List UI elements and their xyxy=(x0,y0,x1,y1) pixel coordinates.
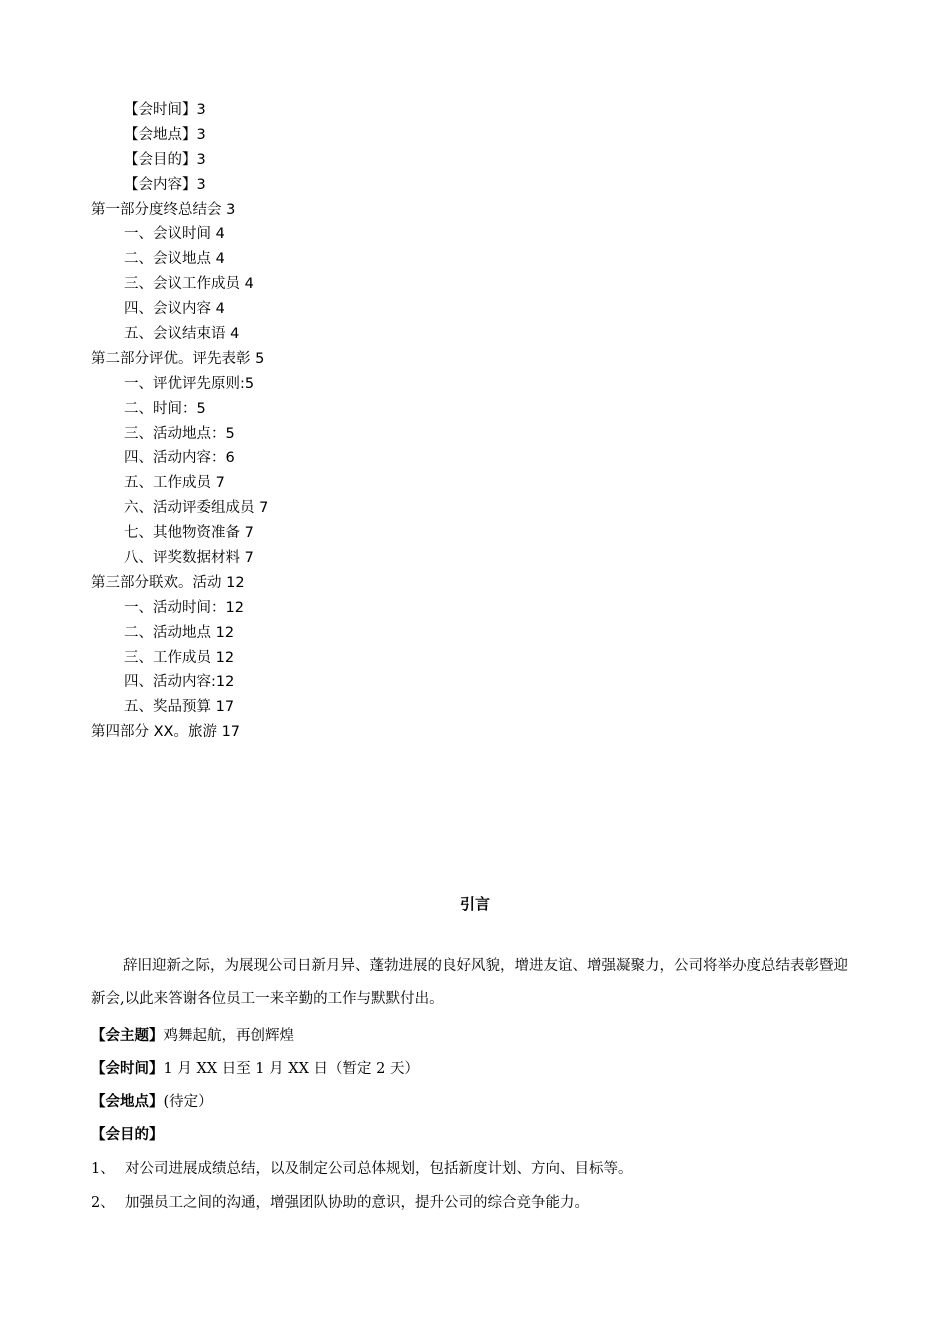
list-number: 1、 xyxy=(91,1161,115,1177)
toc-entry[interactable]: 五、奖品预算 17 xyxy=(124,699,235,716)
meeting-place-label: 【会地点】 xyxy=(91,1094,164,1110)
toc-entry[interactable]: 二、会议地点 4 xyxy=(124,251,225,268)
purpose-list-item xyxy=(91,1193,861,1213)
toc-entry[interactable]: 八、评奖数据材料 7 xyxy=(124,550,254,567)
toc-entry[interactable]: 一、会议时间 4 xyxy=(124,226,225,243)
toc-entry[interactable]: 【会地点】3 xyxy=(124,126,206,143)
toc-entry[interactable]: 六、活动评委组成员 7 xyxy=(124,500,269,517)
meeting-time-value: 1 月 XX 日至 1 月 XX 日（暂定 2 天） xyxy=(163,1061,419,1077)
meeting-place-field xyxy=(91,1092,861,1112)
toc-entry[interactable]: 四、活动内容：6 xyxy=(124,450,235,467)
meeting-place-value: (待定） xyxy=(163,1094,213,1110)
meeting-purpose-field xyxy=(91,1125,861,1145)
toc-entry[interactable]: 二、活动地点 12 xyxy=(124,624,235,641)
purpose-list-item xyxy=(91,1159,861,1179)
toc-entry[interactable]: 五、会议结束语 4 xyxy=(124,326,240,343)
toc-entry[interactable]: 七、其他物资准备 7 xyxy=(124,525,254,542)
toc-section[interactable]: 第四部分 XX。旅游 17 xyxy=(91,724,241,741)
meeting-theme-label: 【会主题】 xyxy=(91,1028,164,1044)
meeting-time-field xyxy=(91,1059,861,1079)
toc-entry[interactable]: 【会时间】3 xyxy=(124,102,206,118)
list-text: 对公司进展成绩总结，以及制定公司总体规划，包括新度计划、方向、目标等。 xyxy=(125,1161,633,1177)
toc-entry[interactable]: 一、评优评先原则:5 xyxy=(124,375,255,392)
toc-section[interactable]: 第二部分评优。评先表彰 5 xyxy=(91,350,265,367)
intro-paragraph: 辞旧迎新之际，为展现公司日新月异、蓬勃进展的良好风貌，增进友谊、增强凝聚力，公司将举办度总结表彰暨迎新会,以此来答谢各位员工一来辛勤的工作与默默付出。 xyxy=(91,958,848,1007)
list-number: 2、 xyxy=(91,1195,115,1211)
toc-entry[interactable]: 三、会议工作成员 4 xyxy=(124,276,254,293)
toc-entry[interactable]: 【会目的】3 xyxy=(124,151,206,168)
toc-entry[interactable]: 五、工作成员 7 xyxy=(124,475,225,492)
toc-entry[interactable]: 一、活动时间：12 xyxy=(124,599,244,616)
meeting-theme-field xyxy=(91,1026,861,1046)
toc-section[interactable]: 第一部分度终总结会 3 xyxy=(91,201,236,218)
meeting-time-label: 【会时间】 xyxy=(91,1061,164,1077)
toc-section[interactable]: 第三部分联欢。活动 12 xyxy=(91,574,245,591)
meeting-purpose-label: 【会目的】 xyxy=(91,1127,164,1143)
toc-entry[interactable]: 四、会议内容 4 xyxy=(124,301,225,318)
list-text: 加强员工之间的沟通，增强团队协助的意识，提升公司的综合竞争能力。 xyxy=(125,1195,589,1211)
toc-entry[interactable]: 三、活动地点：5 xyxy=(124,425,235,442)
toc-entry[interactable]: 二、时间：5 xyxy=(124,400,206,417)
toc-entry[interactable]: 四、活动内容:12 xyxy=(124,674,235,691)
meeting-theme-value: 鸡舞起航，再创辉煌 xyxy=(163,1028,294,1044)
table-of-contents xyxy=(91,98,791,745)
toc-entry[interactable]: 【会内容】3 xyxy=(124,176,206,193)
intro-heading: 引言 xyxy=(459,895,490,913)
toc-entry[interactable]: 三、工作成员 12 xyxy=(124,649,235,666)
